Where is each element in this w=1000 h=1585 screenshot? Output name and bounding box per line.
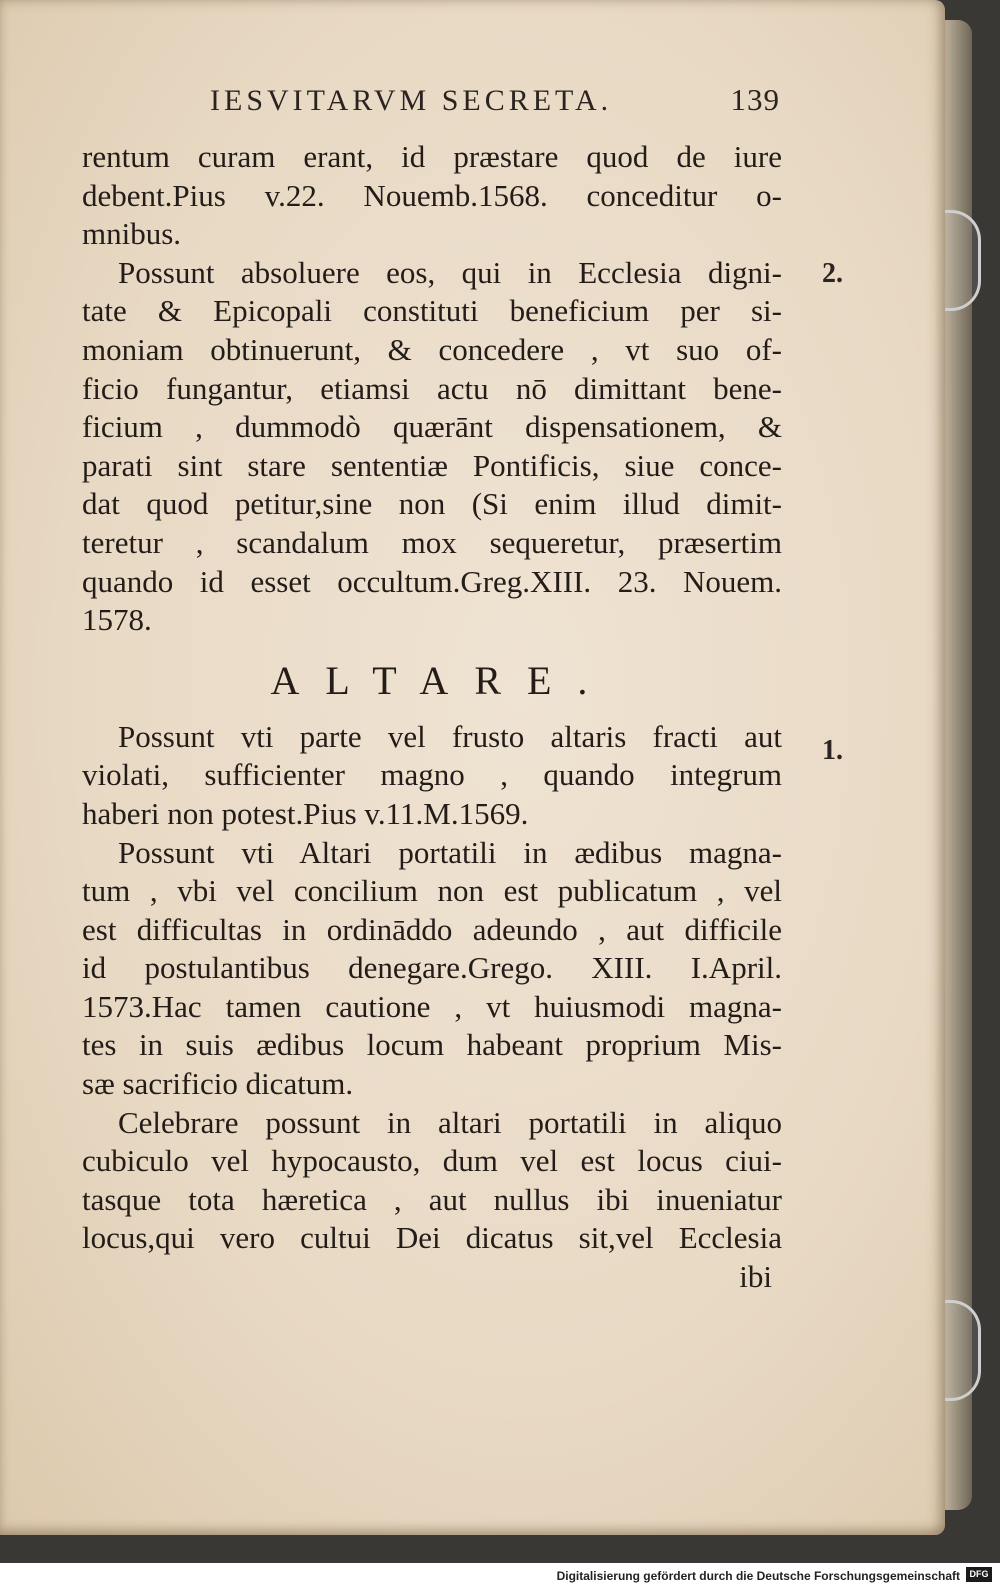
paragraph xyxy=(82,834,782,1104)
text-line: sæ sacrificio dicatum. xyxy=(82,1066,354,1102)
text-line: quando id esset occultum.Greg.XIII. 23. Nouem. xyxy=(82,563,782,599)
catchword: ibi xyxy=(739,1259,772,1295)
text-line: teretur , scandalum mox sequeretur, præsertim xyxy=(82,524,782,560)
margin-number: 1. xyxy=(822,735,843,766)
section-heading: ALTARE. xyxy=(270,657,614,703)
body-text xyxy=(82,138,782,1296)
text-line: tes in suis ædibus locum habeant proprium Mis- xyxy=(82,1027,782,1063)
paragraph xyxy=(82,1104,782,1258)
text-line: 1578. xyxy=(82,602,152,638)
text-line: id postulantibus denegare.Grego. XIII. I.April. xyxy=(82,950,782,986)
text-line: parati sint stare sententiæ Pontificis, siue conce- xyxy=(82,447,782,483)
text-line: violati, sufficienter magno , quando integrum xyxy=(82,757,782,793)
text-line: rentum curam erant, id præstare quod de iure xyxy=(82,139,782,174)
text-line: 1573.Hac tamen cautione , vt huiusmodi magna- xyxy=(82,988,782,1024)
dfg-logo: DFG xyxy=(966,1567,992,1582)
text-line: dat quod petitur,sine non (Si enim illud dimit- xyxy=(82,486,782,522)
paragraph xyxy=(82,254,782,640)
text-line: Possunt absoluere eos, qui in Ecclesia digni- xyxy=(118,254,782,290)
funding-credit: Digitalisierung gefördert durch die Deutsche Forschungsgemeinschaft xyxy=(556,1569,960,1583)
text-line: tate & Epicopali constituti beneficium per si- xyxy=(82,293,782,329)
text-line: locus,qui vero cultui Dei dicatus sit,vel Ecclesia xyxy=(82,1220,782,1256)
page-number: 139 xyxy=(730,82,780,117)
text-line: tasque tota hæretica , aut nullus ibi inueniatur xyxy=(82,1181,782,1217)
text-line: cubiculo vel hypocausto, dum vel est locus ciui- xyxy=(82,1143,782,1179)
paragraph xyxy=(82,138,782,254)
text-line: haberi non potest.Pius v.11.M.1569. xyxy=(82,795,529,831)
text-line: debent.Pius v.22. Nouemb.1568. conceditur o- xyxy=(82,177,782,213)
text-line: est difficultas in ordināddo adeundo , aut difficile xyxy=(82,911,782,947)
paragraph xyxy=(82,718,782,834)
text-line: moniam obtinuerunt, & concedere , vt suo of- xyxy=(82,331,782,367)
text-line: Possunt vti Altari portatili in ædibus magna- xyxy=(118,834,782,870)
footer-bar xyxy=(0,1563,1000,1585)
text-line: mnibus. xyxy=(82,216,182,252)
text-line: ficio fungantur, etiamsi actu nō dimittant bene- xyxy=(82,370,782,406)
text-line: tum , vbi vel concilium non est publicatum , vel xyxy=(82,873,782,909)
text-line: ficium , dummodò quærānt dispensationem, & xyxy=(82,409,782,445)
text-line: Celebrare possunt in altari portatili in aliquo xyxy=(118,1104,782,1140)
text-line: Possunt vti parte vel frusto altaris fracti aut xyxy=(118,718,782,754)
running-title: IESVITARVM SECRETA. xyxy=(210,84,613,117)
margin-number: 2. xyxy=(822,258,843,289)
running-header xyxy=(210,82,780,118)
